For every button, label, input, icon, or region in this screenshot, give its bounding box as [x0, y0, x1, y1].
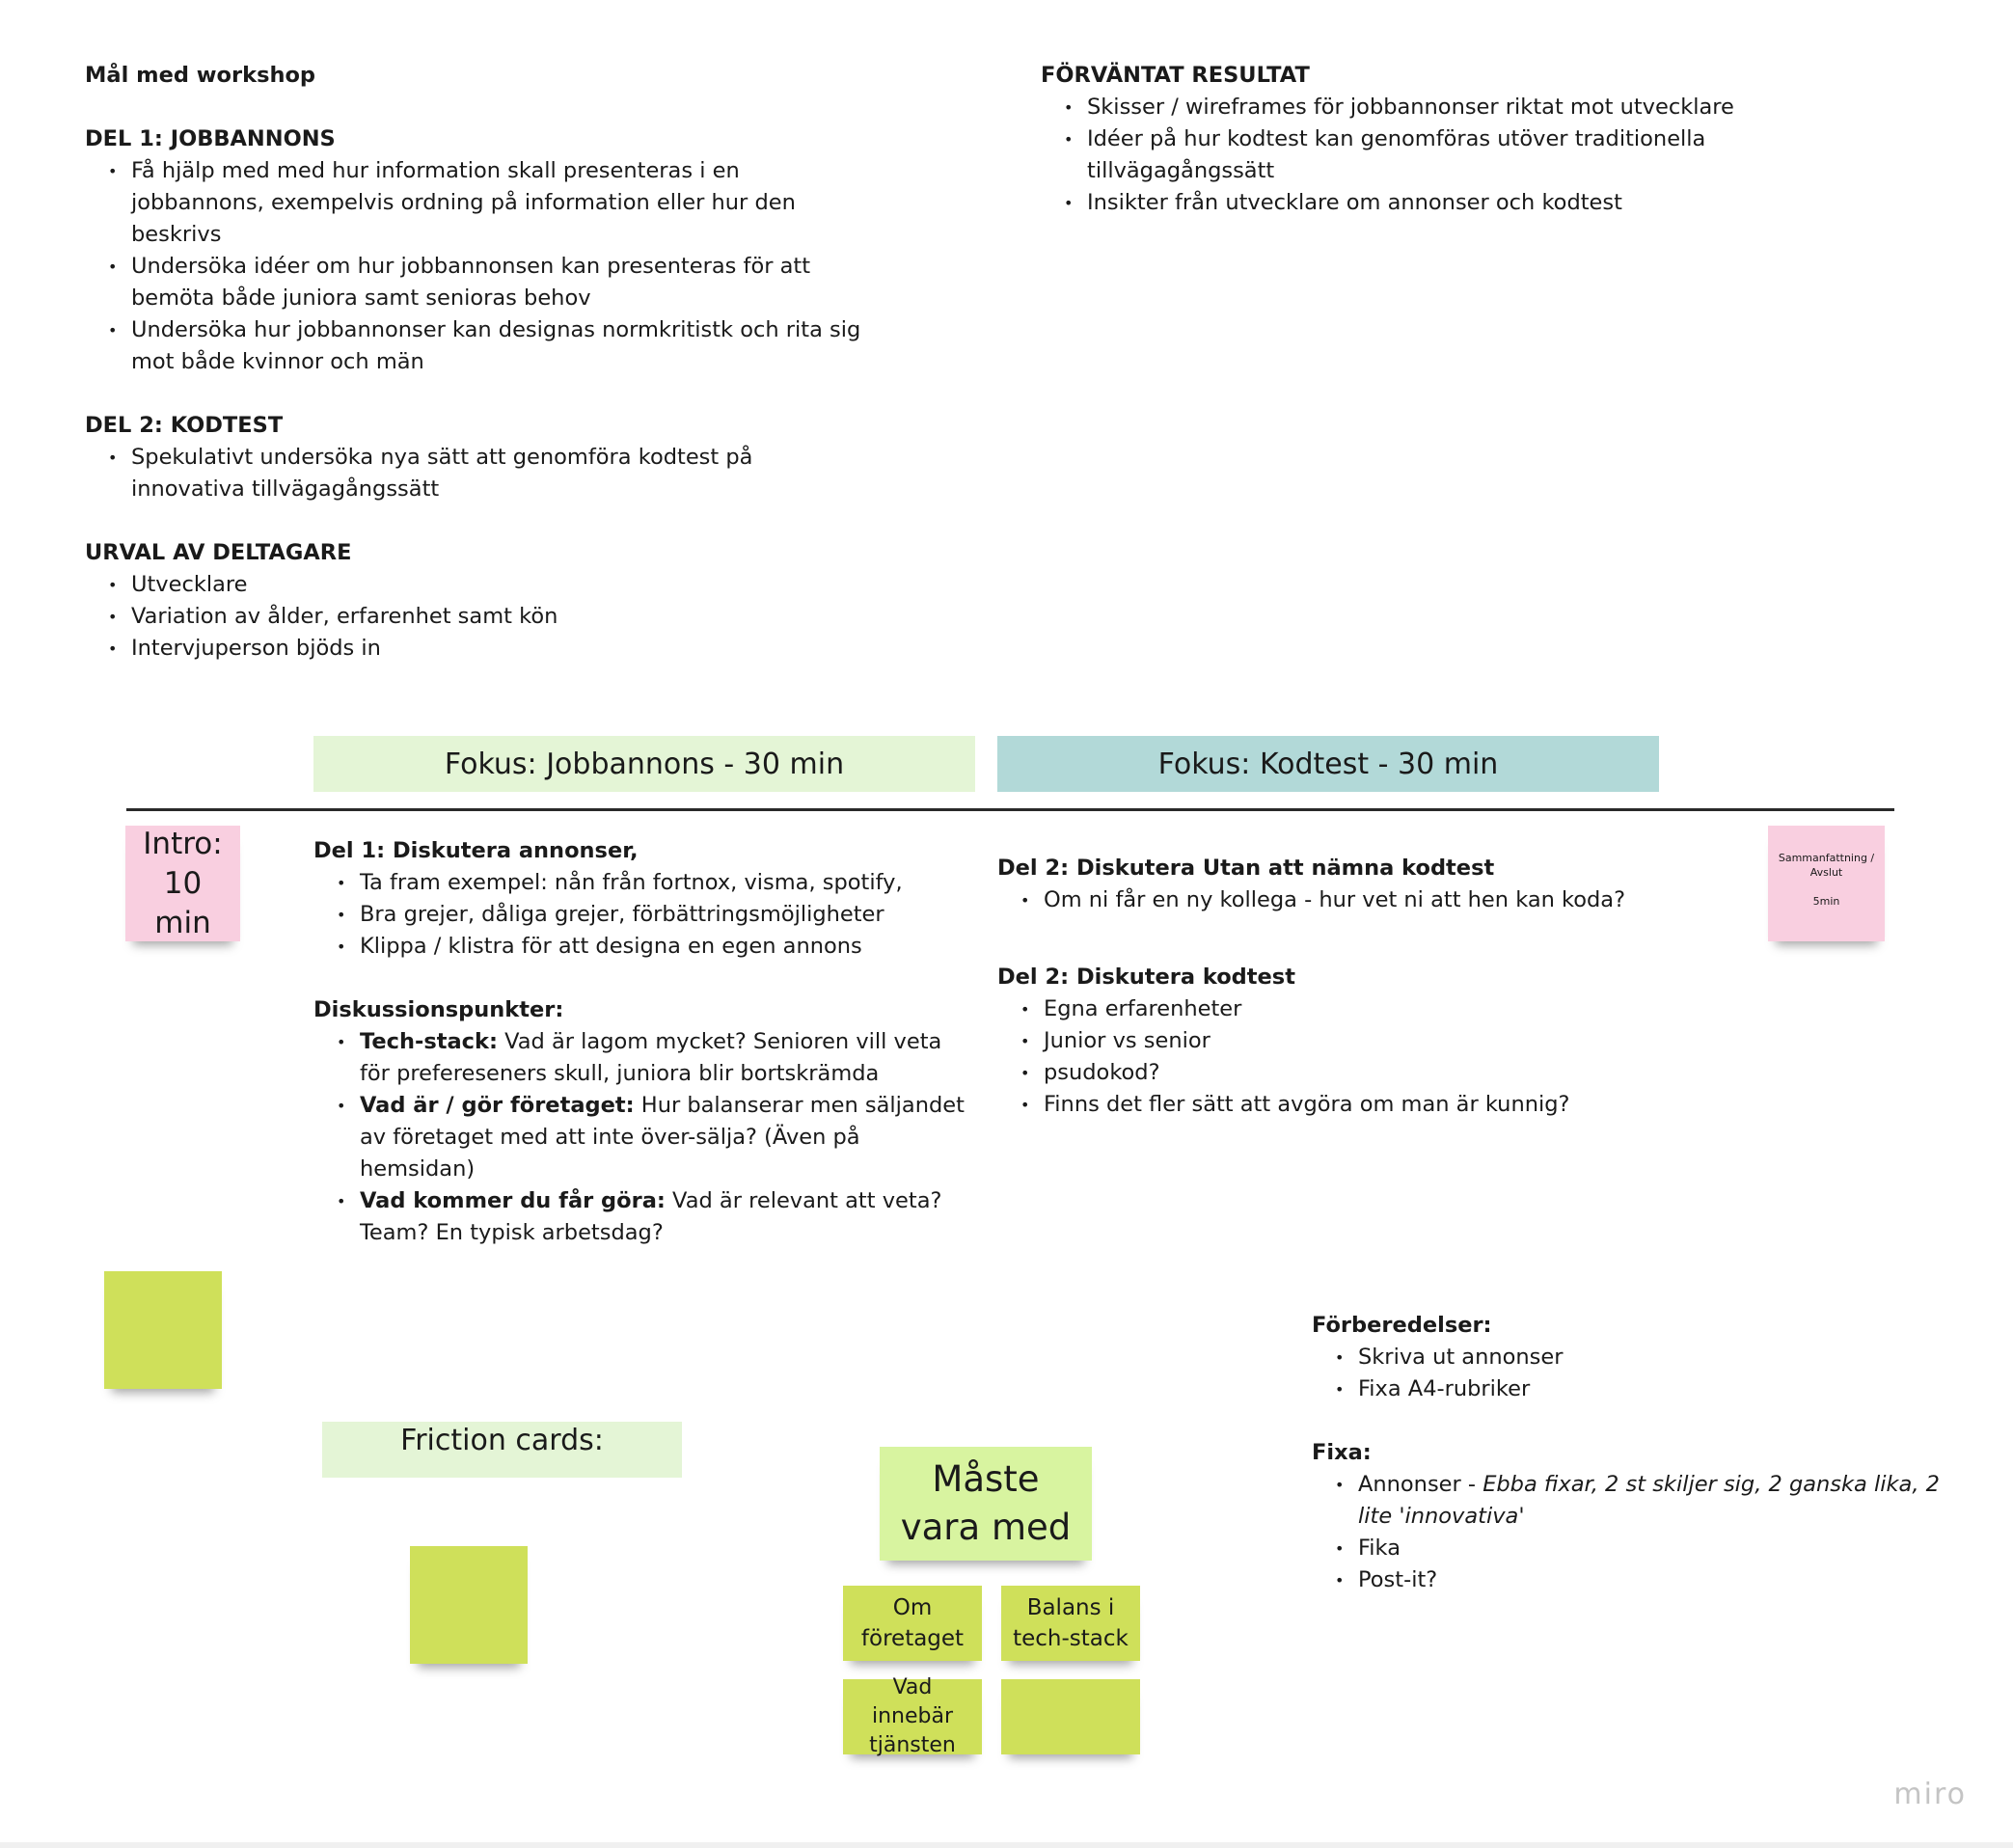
sticky-om-foretaget[interactable] [843, 1586, 982, 1661]
prep-heading: Förberedelser: [1312, 1313, 1492, 1338]
del1-heading: DEL 1: JOBBANNONS [85, 126, 336, 151]
sticky-summary-title: Sammanfattning / Avslut [1778, 852, 1875, 879]
list-item: • Skisser / wireframes för jobbannonser riktat mot utvecklare [1087, 92, 1735, 123]
list-item: • Vad är / gör företaget: Hur balanserar men säljandet av företaget med att inte över-sälja? (Även på hemsidan) [360, 1090, 977, 1185]
list-item: • Undersöka hur jobbannonser kan designas normkritistk och rita sig mot både kvinnor och män [131, 314, 864, 378]
bottom-bar [0, 1842, 2013, 1848]
list-item: • Annonser - Ebba fixar, 2 st skiljer sig, 2 ganska lika, 2 lite 'innovativa' [1358, 1469, 1948, 1533]
sticky-maste-text: Måste vara med [900, 1458, 1072, 1548]
expected-heading: FÖRVÄNTAT RESULTAT [1041, 63, 1310, 88]
list-item: • Skriva ut annonser [1358, 1342, 1948, 1373]
banner-jobbannons[interactable]: Fokus: Jobbannons - 30 min [313, 736, 975, 792]
list-item: • Bra grejer, dåliga grejer, förbättringsmöjligheter [360, 899, 989, 931]
sticky-empty-friction[interactable] [410, 1546, 528, 1664]
list-item: • Utvecklare [131, 569, 857, 601]
list-item: • Insikter från utvecklare om annonser och kodtest [1087, 187, 1735, 219]
list-item: • Tech-stack: Vad är lagom mycket? Senioren vill veta för prefereseners skull, juniora blir bortskrämda [360, 1026, 977, 1090]
discuss1-list [313, 867, 989, 963]
discuss1-heading: Del 1: Diskutera annonser, [313, 838, 639, 863]
list-item: • Fixa A4-rubriker [1358, 1373, 1948, 1405]
sticky-maste-vara-med[interactable] [880, 1447, 1092, 1561]
del1-list [85, 155, 864, 378]
discussion-points-list [313, 1026, 977, 1249]
list-item: • Ta fram exempel: nån från fortnox, visma, spotify, [360, 867, 989, 899]
banner-friction-cards[interactable]: Friction cards: [322, 1422, 682, 1478]
list-item: • Få hjälp med med hur information skall presenteras i en jobbannons, exempelvis ordning på information eller hur den beskrivs [131, 155, 864, 251]
prep-section [1312, 1310, 1948, 1596]
prep-list [1312, 1342, 1948, 1405]
discuss1-section [313, 835, 989, 1249]
discuss2-list-a [997, 884, 1730, 916]
list-item: • Om ni får en ny kollega - hur vet ni att hen kan koda? [1044, 884, 1730, 916]
sticky-summary[interactable] [1768, 826, 1885, 941]
sticky-intro[interactable] [125, 826, 240, 941]
fixa-list [1312, 1469, 1948, 1596]
list-item: • Vad kommer du får göra: Vad är relevant att veta? Team? En typisk arbetsdag? [360, 1185, 977, 1249]
list-item: • Klippa / klistra för att designa en egen annons [360, 931, 989, 963]
sticky-empty-left[interactable] [104, 1271, 222, 1389]
sticky-balans-tech-stack[interactable] [1001, 1586, 1140, 1661]
del2-heading: DEL 2: KODTEST [85, 413, 284, 438]
discuss2-section [997, 853, 1730, 1121]
list-item: • psudokod? [1044, 1057, 1730, 1089]
sticky-intro-text: Intro: 10 min [143, 826, 223, 940]
list-item: • Finns det fler sätt att avgöra om man är kunnig? [1044, 1089, 1730, 1121]
list-item: • Fika [1358, 1533, 1948, 1564]
banner-kodtest[interactable]: Fokus: Kodtest - 30 min [997, 736, 1659, 792]
urval-list [85, 569, 857, 665]
urval-heading: URVAL AV DELTAGARE [85, 540, 352, 565]
del2-list [85, 442, 864, 505]
sticky-empty-grid[interactable] [1001, 1679, 1140, 1754]
goals-title: Mål med workshop [85, 63, 316, 88]
sticky-summary-time: 5min [1812, 895, 1840, 908]
list-item: • Spekulativt undersöka nya sätt att genomföra kodtest på innovativa tillvägagångssätt [131, 442, 864, 505]
fixa-heading: Fixa: [1312, 1440, 1372, 1465]
list-item: • Intervjuperson bjöds in [131, 633, 857, 665]
sticky-vad-innebar[interactable] [843, 1675, 982, 1757]
list-item: • Undersöka idéer om hur jobbannonsen kan presenteras för att bemöta både juniora samt senioras behov [131, 251, 864, 314]
miro-logo: miro [1893, 1778, 1967, 1811]
sticky-balans-text: Balans i tech-stack [1013, 1595, 1129, 1651]
goals-section [85, 60, 861, 665]
sticky-om-foretaget-text: Om företaget [860, 1595, 965, 1651]
list-item: • Variation av ålder, erfarenhet samt kön [131, 601, 857, 633]
timeline-divider [126, 808, 1894, 811]
discuss2-list-b [997, 993, 1730, 1121]
expected-section [1041, 60, 1735, 219]
discussion-points-heading: Diskussionspunkter: [313, 997, 564, 1022]
discuss2-heading-a: Del 2: Diskutera Utan att nämna kodtest [997, 856, 1495, 881]
list-item: • Junior vs senior [1044, 1025, 1730, 1057]
discuss2-heading-b: Del 2: Diskutera kodtest [997, 965, 1295, 990]
expected-list [1041, 92, 1735, 219]
list-item: • Idéer på hur kodtest kan genomföras utöver traditionella tillvägagångssätt [1087, 123, 1735, 187]
sticky-vad-innebar-text: Vad innebär tjänsten [869, 1675, 956, 1757]
list-item: • Egna erfarenheter [1044, 993, 1730, 1025]
list-item: • Post-it? [1358, 1564, 1948, 1596]
